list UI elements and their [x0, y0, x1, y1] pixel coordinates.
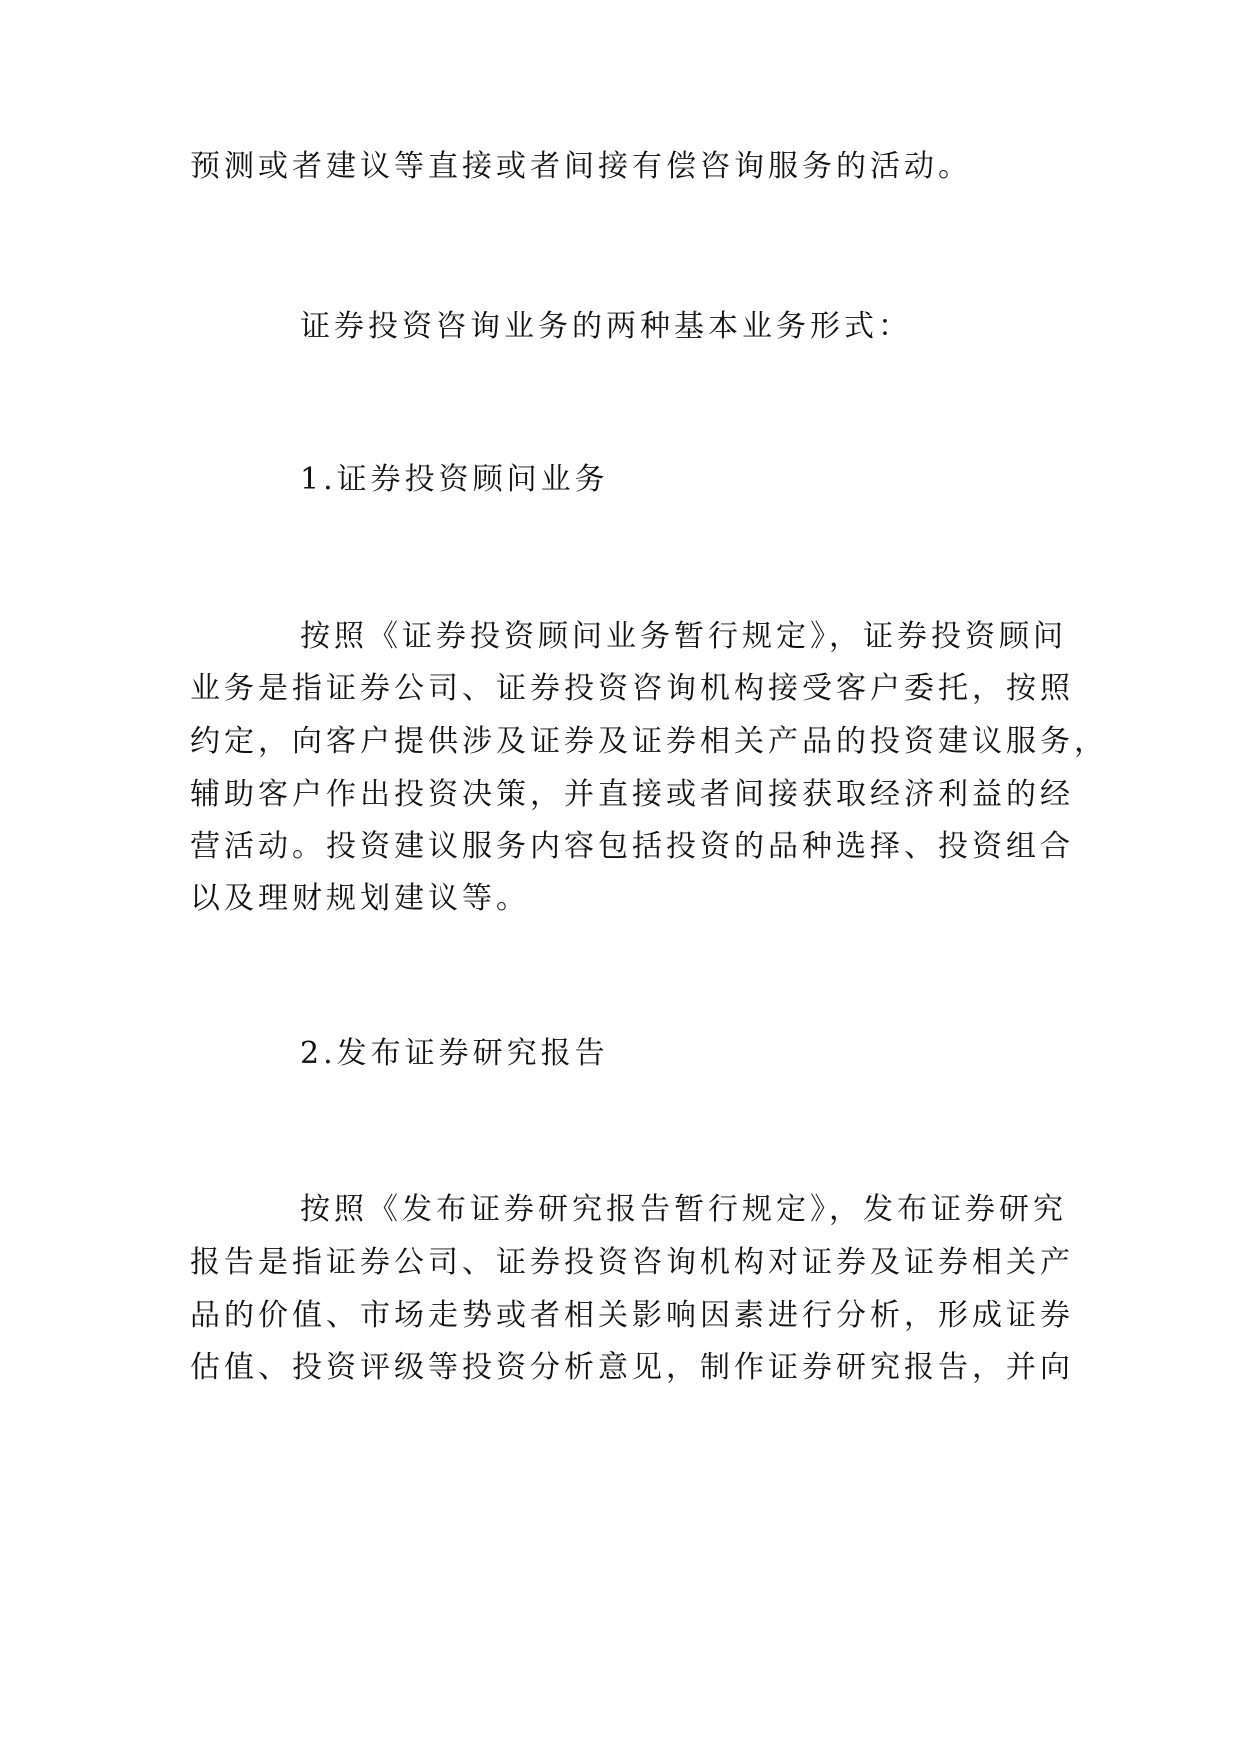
section-1-heading: 1.证券投资顾问业务: [300, 462, 609, 497]
intro-paragraph: 证券投资咨询业务的两种基本业务形式：: [300, 309, 912, 344]
paragraph-line: 估值、投资评级等投资分析意见，制作证券研究报告，并向: [190, 1350, 1074, 1385]
paragraph-line: 业务是指证券公司、证券投资咨询机构接受客户委托，按照: [190, 671, 1074, 706]
paragraph-line: 品的价值、市场走势或者相关影响因素进行分析，形成证券: [190, 1298, 1074, 1333]
paragraph-line: 以及理财规划建议等。: [190, 881, 530, 916]
section-2-heading: 2.发布证券研究报告: [300, 1036, 609, 1071]
paragraph-line: 按照《证券投资顾问业务暂行规定》，证券投资顾问: [300, 619, 1067, 654]
paragraph-line: 按照《发布证券研究报告暂行规定》，发布证券研究: [300, 1192, 1067, 1227]
continuation-line: 预测或者建议等直接或者间接有偿咨询服务的活动。: [190, 149, 972, 184]
paragraph-line: 营活动。投资建议服务内容包括投资的品种选择、投资组合: [190, 829, 1074, 864]
paragraph-line: 报告是指证券公司、证券投资咨询机构对证券及证券相关产: [190, 1245, 1074, 1280]
paragraph-line: 约定，向客户提供涉及证券及证券相关产品的投资建议服务，: [190, 724, 1108, 759]
paragraph-line: 辅助客户作出投资决策，并直接或者间接获取经济利益的经: [190, 777, 1074, 812]
